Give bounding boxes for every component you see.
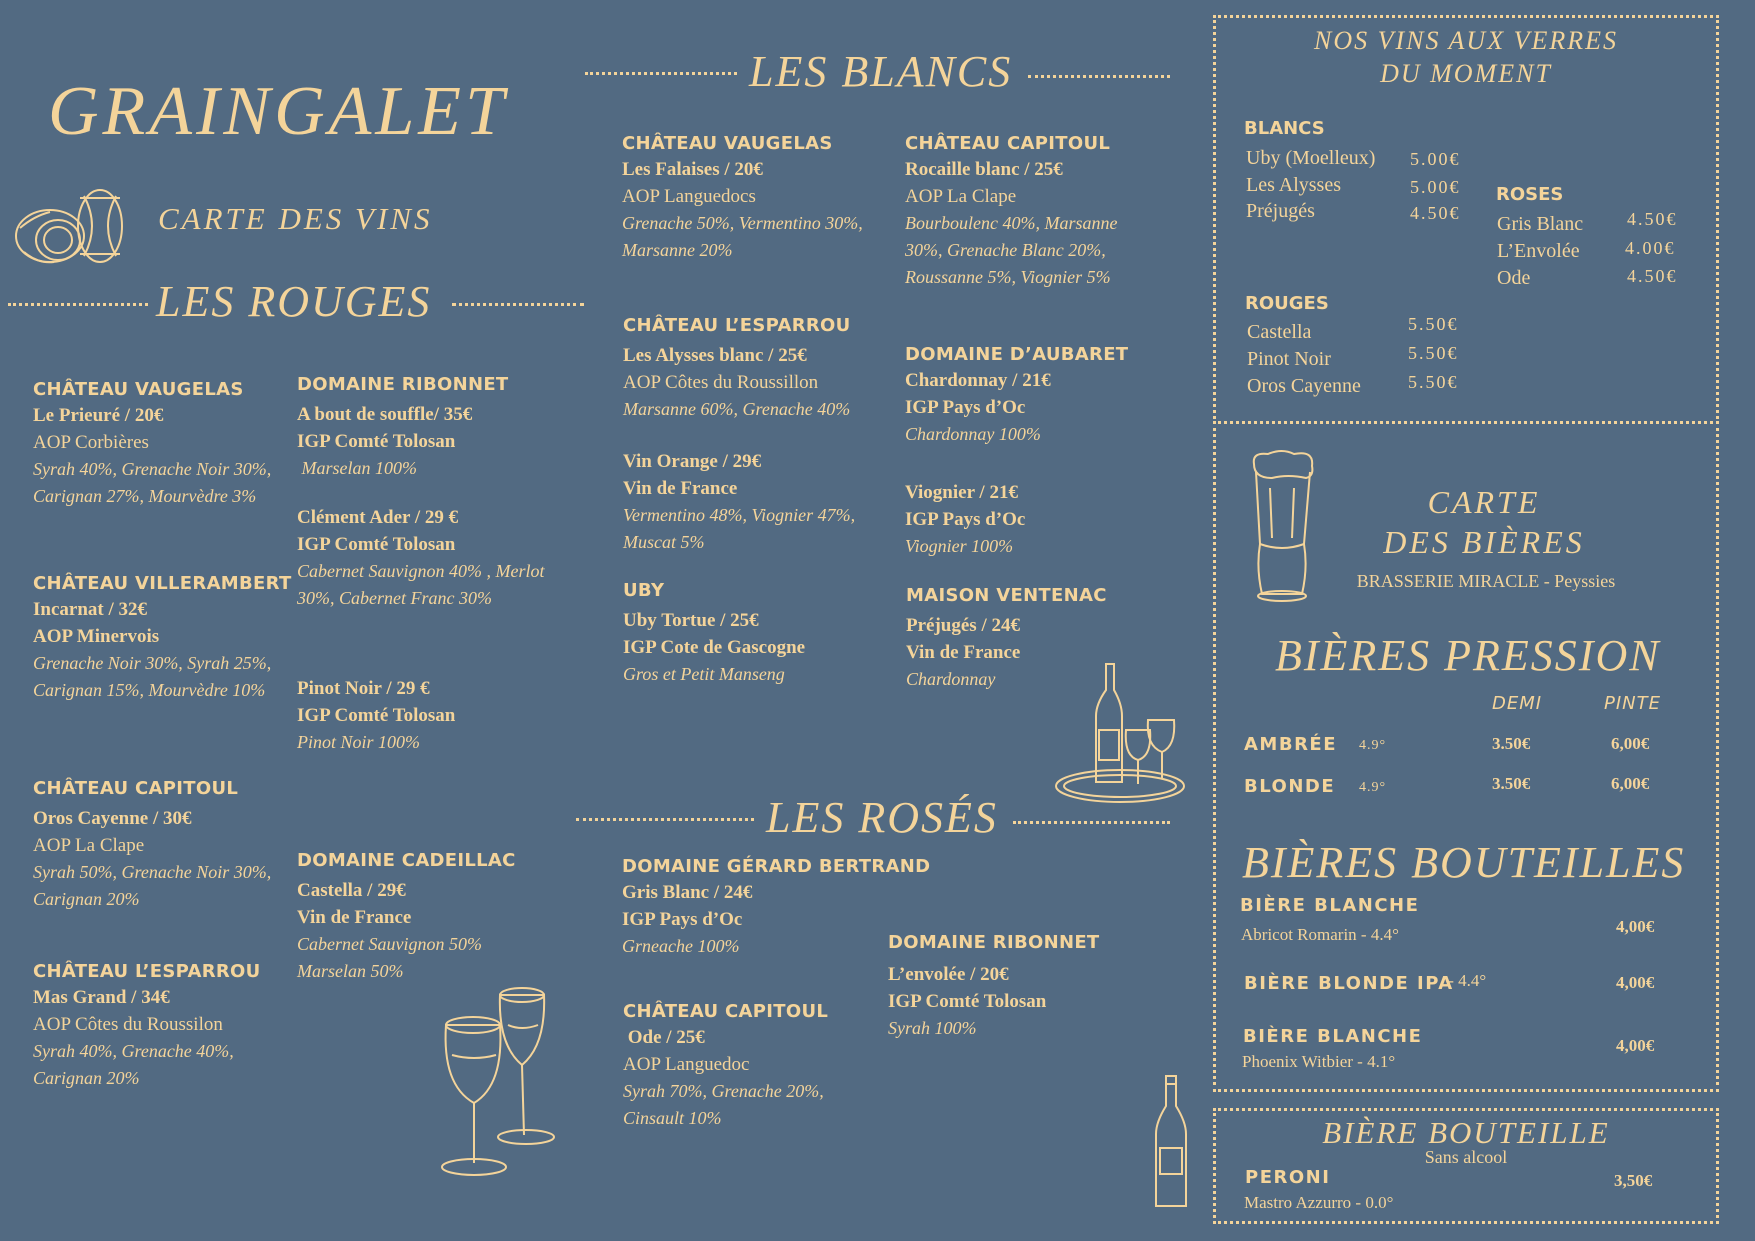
wine-entry (888, 931, 1168, 1042)
producer-name: CHÂTEAU CAPITOUL (623, 1001, 829, 1022)
wine-entry (297, 504, 577, 612)
bottle-tray-illustration (1052, 660, 1192, 808)
producer-name: DOMAINE CADEILLAC (297, 850, 516, 871)
non-alcoholic-title: BIÈRE BOUTEILLE (1322, 1115, 1610, 1150)
wine-entry (33, 572, 313, 704)
bottled-beer-price: 3,50€ (1614, 1171, 1653, 1190)
bottled-beer-name: BIÈRE BLANCHE (1240, 895, 1420, 916)
glass-wine-price: 4.50€ (1627, 209, 1678, 229)
beer-menu-title: CARTE (1427, 484, 1541, 520)
producer-name: UBY (623, 580, 665, 601)
wine-entry (905, 343, 1185, 448)
appellation: AOP La Clape (33, 835, 145, 856)
category-label: BLANCS (1244, 118, 1325, 139)
producer-name: CHÂTEAU L’ESPARROU (33, 961, 261, 982)
wine-name-price: Rocaille blanc / 25€ (905, 159, 1063, 180)
wine-name-price: Les Falaises / 20€ (622, 159, 763, 180)
price-pinte: 6,00€ (1611, 774, 1650, 793)
wine-menu-subtitle: CARTE DES VINS (158, 201, 433, 236)
grape-varieties: Pinot Noir 100% (297, 732, 421, 752)
appellation: Vin de France (297, 907, 412, 928)
wine-entry (623, 448, 903, 556)
divider (8, 303, 148, 306)
appellation: IGP Comté Tolosan (297, 431, 456, 452)
appellation: IGP Pays d’Oc (622, 909, 743, 930)
wine-name-price: Préjugés / 24€ (906, 615, 1020, 636)
producer-name: CHÂTEAU VILLERAMBERT (33, 573, 292, 594)
wine-name-price: Castella / 29€ (297, 880, 406, 901)
wine-name-price: Viognier / 21€ (905, 482, 1018, 503)
wine-entry (33, 960, 313, 1092)
producer-name: CHÂTEAU VAUGELAS (33, 379, 244, 400)
bottled-beer-name: BIÈRE BLONDE IPA (1244, 973, 1454, 994)
glass-wine-name: Ode (1497, 267, 1531, 289)
appellation: AOP Côtes du Roussillon (623, 372, 819, 393)
appellation: AOP Languedoc (623, 1054, 750, 1075)
divider (1028, 75, 1170, 78)
divider (576, 818, 754, 821)
wine-entry (622, 132, 902, 264)
producer-name: DOMAINE RIBONNET (297, 374, 509, 395)
glass-wine-price: 5.00€ (1410, 177, 1461, 197)
glass-wine-name: Gris Blanc (1497, 213, 1584, 235)
bottled-beer-detail: Abricot Romarin - 4.4° (1241, 925, 1399, 944)
bottled-beer-name: PERONI (1245, 1167, 1331, 1188)
appellation: Vin de France (906, 642, 1021, 663)
bottled-beer-detail: - 4.4° (1444, 971, 1487, 990)
wine-name-price: Vin Orange / 29€ (623, 451, 762, 472)
wine-entry (622, 855, 931, 960)
appellation: AOP Minervois (33, 626, 160, 647)
draft-beer-name: AMBRÉE (1244, 734, 1338, 755)
glass-wine-name: Oros Cayenne (1247, 375, 1361, 397)
appellation: IGP Comté Tolosan (297, 705, 456, 726)
glass-wine-name: Castella (1247, 321, 1312, 343)
grape-varieties: Syrah 70%, Grenache 20%, Cinsault 10% (623, 1081, 824, 1128)
glass-wine-price: 5.50€ (1408, 314, 1459, 334)
producer-name: CHÂTEAU CAPITOUL (905, 133, 1111, 154)
section-title-roses: LES ROSÉS (766, 793, 998, 842)
grape-varieties: Syrah 100% (888, 1018, 977, 1038)
wine-entry (297, 675, 577, 756)
glass-wine-price: 5.50€ (1408, 343, 1459, 363)
wine-name-price: Mas Grand / 34€ (33, 987, 170, 1008)
glass-wine-name: Les Alysses (1246, 174, 1341, 196)
divider (585, 72, 737, 75)
appellation: AOP Corbières (33, 432, 149, 453)
price-pinte: 6,00€ (1611, 734, 1650, 753)
appellation: AOP La Clape (905, 186, 1017, 207)
bottled-beer-detail: Mastro Azzurro - 0.0° (1244, 1193, 1394, 1212)
column-header-demi: DEMI (1492, 693, 1543, 714)
wines-by-glass-title: DU MOMENT (1380, 59, 1552, 88)
column-header-pinte: PINTE (1604, 693, 1661, 714)
wine-name-price: Ode / 25€ (623, 1027, 705, 1048)
grape-varieties: Syrah 40%, Grenache Noir 30%, Carignan 27%, Mourvèdre 3% (33, 459, 272, 506)
appellation: IGP Pays d’Oc (905, 397, 1026, 418)
producer-name: CHÂTEAU L’ESPARROU (623, 315, 851, 336)
appellation: IGP Pays d’Oc (905, 509, 1026, 530)
grape-varieties: Viognier 100% (905, 536, 1014, 556)
glass-wine-name: Préjugés (1246, 200, 1315, 222)
grape-varieties: Chardonnay 100% (905, 424, 1041, 444)
grape-varieties: Chardonnay (906, 669, 996, 689)
wine-name-price: Oros Cayenne / 30€ (33, 808, 192, 829)
glass-wine-name: L’Envolée (1497, 240, 1580, 262)
non-alcoholic-subtitle: Sans alcool (1424, 1147, 1508, 1167)
glass-wine-price: 4.50€ (1627, 266, 1678, 286)
wine-entry (905, 132, 1185, 291)
grape-varieties: Syrah 40%, Grenache 40%, Carignan 20% (33, 1041, 234, 1088)
glass-wine-name: Uby (Moelleux) (1246, 147, 1376, 169)
bottled-beer-detail: Phoenix Witbier - 4.1° (1242, 1052, 1396, 1071)
barrels-illustration (14, 186, 126, 270)
appellation: IGP Comté Tolosan (297, 534, 456, 555)
wine-entry (623, 579, 903, 688)
appellation: AOP Côtes du Roussilon (33, 1014, 223, 1035)
grape-varieties: Grenache 50%, Vermentino 30%, Marsanne 20% (622, 213, 863, 260)
bottled-beer-price: 4,00€ (1616, 1036, 1655, 1055)
menu-title: GRAINGALET (48, 73, 508, 150)
bottled-beer-name: BIÈRE BLANCHE (1243, 1026, 1423, 1047)
wine-name-price: Gris Blanc / 24€ (622, 882, 753, 903)
grape-varieties: Marselan 100% (297, 458, 417, 478)
grape-varieties: Cabernet Sauvignon 50% Marselan 50% (297, 934, 482, 981)
wine-name-price: L’envolée / 20€ (888, 964, 1009, 985)
grape-varieties: Syrah 50%, Grenache Noir 30%, Carignan 20% (33, 862, 272, 909)
wine-name-price: Le Prieuré / 20€ (33, 405, 164, 426)
draft-beers-title: BIÈRES PRESSION (1275, 631, 1661, 680)
wine-name-price: Chardonnay / 21€ (905, 370, 1051, 391)
wine-name-price: Uby Tortue / 25€ (623, 610, 759, 631)
bottled-beer-price: 4,00€ (1616, 917, 1655, 936)
wine-name-price: Les Alysses blanc / 25€ (623, 345, 807, 366)
producer-name: MAISON VENTENAC (906, 585, 1107, 606)
beer-degree: 4.9° (1359, 780, 1387, 795)
appellation: AOP Languedocs (622, 186, 756, 207)
wine-name-price: A bout de souffle/ 35€ (297, 404, 473, 425)
wine-entry (623, 314, 903, 423)
appellation: IGP Comté Tolosan (888, 991, 1047, 1012)
wine-entry (33, 378, 313, 510)
glass-wine-price: 4.00€ (1625, 238, 1676, 258)
price-demi: 3.50€ (1492, 734, 1531, 753)
bottled-beer-price: 4,00€ (1616, 973, 1655, 992)
section-title-blancs: LES BLANCS (749, 47, 1013, 96)
beer-bottle-illustration (1150, 1072, 1192, 1212)
producer-name: DOMAINE GÉRARD BERTRAND (622, 856, 931, 877)
producer-name: CHÂTEAU CAPITOUL (33, 778, 239, 799)
wine-entry (297, 849, 577, 985)
divider (452, 303, 584, 306)
category-label: ROSES (1496, 184, 1564, 205)
appellation: Vin de France (623, 478, 738, 499)
producer-name: CHÂTEAU VAUGELAS (622, 133, 833, 154)
section-title-rouges: LES ROUGES (156, 277, 432, 326)
grape-varieties: Grenache Noir 30%, Syrah 25%, Carignan 15%, Mourvèdre 10% (33, 653, 272, 700)
beer-degree: 4.9° (1359, 738, 1387, 753)
divider (1013, 821, 1170, 824)
wine-entry (297, 373, 577, 482)
appellation: IGP Cote de Gascogne (623, 637, 806, 658)
glass-wine-name: Pinot Noir (1247, 348, 1331, 370)
price-demi: 3.50€ (1492, 774, 1531, 793)
wine-entry (623, 1000, 903, 1132)
grape-varieties: Bourboulenc 40%, Marsanne 30%, Grenache Blanc 20%, Roussanne 5%, Viognier 5% (905, 213, 1118, 287)
grape-varieties: Cabernet Sauvignon 40% , Merlot 30%, Cabernet Franc 30% (297, 561, 545, 608)
draft-beer-name: BLONDE (1244, 776, 1336, 797)
producer-name: DOMAINE RIBONNET (888, 932, 1100, 953)
grape-varieties: Vermentino 48%, Viognier 47%, Muscat 5% (623, 505, 856, 552)
wine-name-price: Incarnat / 32€ (33, 599, 147, 620)
wine-name-price: Pinot Noir / 29 € (297, 678, 430, 699)
beer-glass-illustration (1248, 448, 1320, 606)
glass-wine-price: 5.50€ (1408, 372, 1459, 392)
wine-glasses-illustration (438, 985, 578, 1185)
beer-menu-title: DES BIÈRES (1383, 524, 1585, 560)
category-label: ROUGES (1245, 293, 1329, 314)
wine-entry (905, 479, 1185, 560)
grape-varieties: Grneache 100% (622, 936, 740, 956)
glass-wine-price: 4.50€ (1410, 203, 1461, 223)
brewery-name: BRASSERIE MIRACLE - Peyssies (1356, 571, 1616, 591)
wines-by-glass-title: NOS VINS AUX VERRES (1314, 26, 1618, 55)
glass-wine-price: 5.00€ (1410, 149, 1461, 169)
producer-name: DOMAINE D’AUBARET (905, 344, 1129, 365)
wine-name-price: Clément Ader / 29 € (297, 507, 459, 528)
wine-entry (33, 777, 313, 913)
grape-varieties: Gros et Petit Manseng (623, 664, 785, 684)
bottled-beers-title: BIÈRES BOUTEILLES (1242, 838, 1686, 887)
grape-varieties: Marsanne 60%, Grenache 40% (623, 399, 851, 419)
